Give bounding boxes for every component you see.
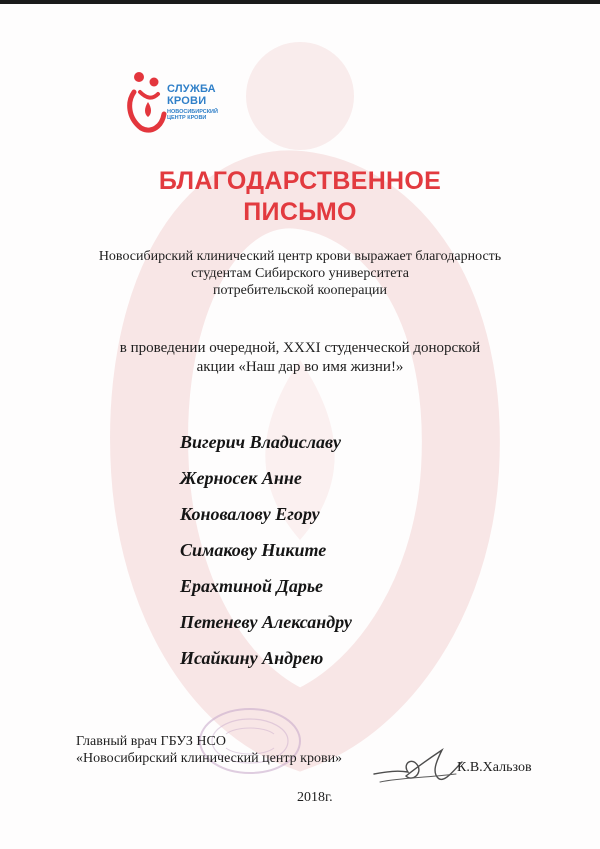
recipient-names-list xyxy=(180,424,352,676)
letter-title-line-1: БЛАГОДАРСТВЕННОЕ xyxy=(158,167,442,195)
signer-position: Главный врач ГБУЗ НСО xyxy=(76,734,226,749)
logo-text-line-2: КРОВИ xyxy=(167,95,207,107)
gratitude-occasion xyxy=(0,339,600,377)
signature-block xyxy=(76,733,342,767)
blood-service-logo xyxy=(126,70,246,136)
letter-year: 2018г. xyxy=(297,790,333,805)
gratitude-intro-line-2: студентам Сибирского университета xyxy=(191,266,409,281)
recipient-name: Ерахтиной Дарье xyxy=(180,576,324,596)
logo-text xyxy=(167,84,231,122)
recipient-name: Симакову Никите xyxy=(180,540,327,560)
recipient-name: Исайкину Андрею xyxy=(180,648,324,668)
gratitude-occasion-line-1: в проведении очередной, XXXI студенческой донорской xyxy=(119,340,481,356)
signer-name: К.В.Хальзов xyxy=(457,760,532,775)
recipient-name: Вигерич Владиславу xyxy=(180,432,342,452)
recipient-name: Жерносек Анне xyxy=(180,468,302,488)
signer-organization: «Новосибирский клинический центр крови» xyxy=(76,751,343,766)
gratitude-intro-line-1: Новосибирский клинический центр крови выражает благодарность xyxy=(98,249,502,264)
logo-text-line-1: СЛУЖБА xyxy=(167,83,216,95)
letter-title-line-2: ПИСЬМО xyxy=(243,198,357,226)
letter-title xyxy=(0,166,600,228)
logo-text-line-3: НОВОСИБИРСКИЙ ЦЕНТР КРОВИ xyxy=(167,109,218,122)
gratitude-intro-line-3: потребительской кооперации xyxy=(213,283,387,298)
gratitude-occasion-line-2: акции «Наш дар во имя жизни!» xyxy=(196,359,404,375)
blood-service-emblem-icon xyxy=(126,70,170,136)
gratitude-intro xyxy=(0,248,600,299)
handwritten-signature-icon xyxy=(372,744,464,790)
recipient-name: Петеневу Александру xyxy=(180,612,352,632)
recipient-name: Коновалову Егору xyxy=(180,504,320,524)
